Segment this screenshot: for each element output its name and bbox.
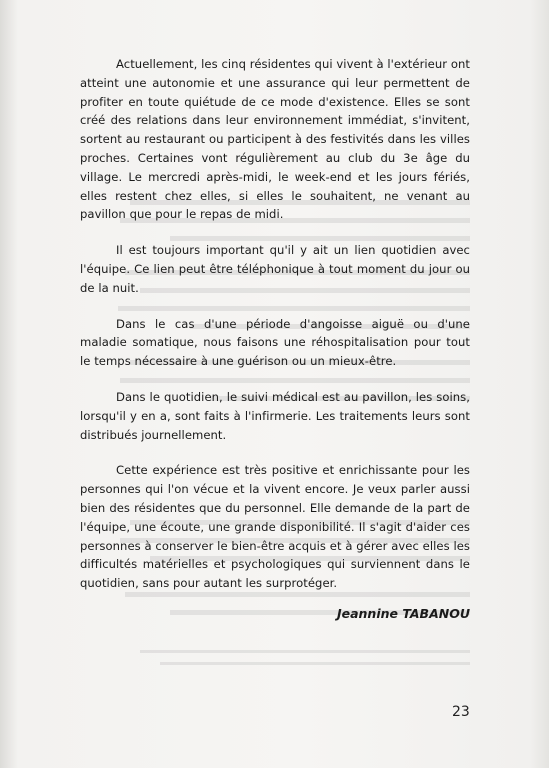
- paragraph-2: Il est toujours important qu'il y ait un lien quotidien avec l'équipe. Ce lien peut être téléphonique à tout moment du jour ou de la nuit.: [80, 243, 470, 295]
- page-number: 23: [452, 704, 470, 720]
- paragraph-4: Dans le quotidien, le suivi médical est au pavillon, les soins, lorsqu'il y en a, sont faits à l'infirmerie. Les traitements leurs sont distribués journellement.: [80, 389, 470, 442]
- paragraph-3: Dans le cas d'une période d'angoisse aiguë ou d'une maladie somatique, nous faisons une réhospitalisation pour tout le temps nécessaire à une guérison ou un mieux-être.: [80, 316, 470, 369]
- author-signature: Jeannine TABANOU: [336, 605, 470, 621]
- article-body: [80, 55, 470, 621]
- paragraph-1: Actuellement, les cinq résidentes qui vivent à l'extérieur ont atteint une autonomie et une assurance qui leur permettent de profiter en toute quiétude de ce mode d'existence. Elles se sont créé des relations dans leur environnement immédiat, s'invitent, sortent au restaurant ou participent à des festivités dans les villes proches. Certaines vont régulièrement au club du 3e âge du village. Le mercredi après-midi, le week-end et les jours fériés, elles restent chez elles, si elles le souhaitent, ne venant au pavillon que pour le repas de midi.: [80, 57, 470, 222]
- paragraph-5: Cette expérience est très positive et enrichissante pour les personnes qui l'on vécue et la vivent encore. Je veux parler aussi bien des résidentes que du personnel. Elle demande de la part de l'équipe, une écoute, une grande disponibilité. Il s'agit d'aider ces personnes à conserver le bien-être acquis et à gérer avec elles les difficultés matérielles et psychologiques qui surviennent dans le quotidien, sans pour autant les surprotéger.: [80, 463, 470, 591]
